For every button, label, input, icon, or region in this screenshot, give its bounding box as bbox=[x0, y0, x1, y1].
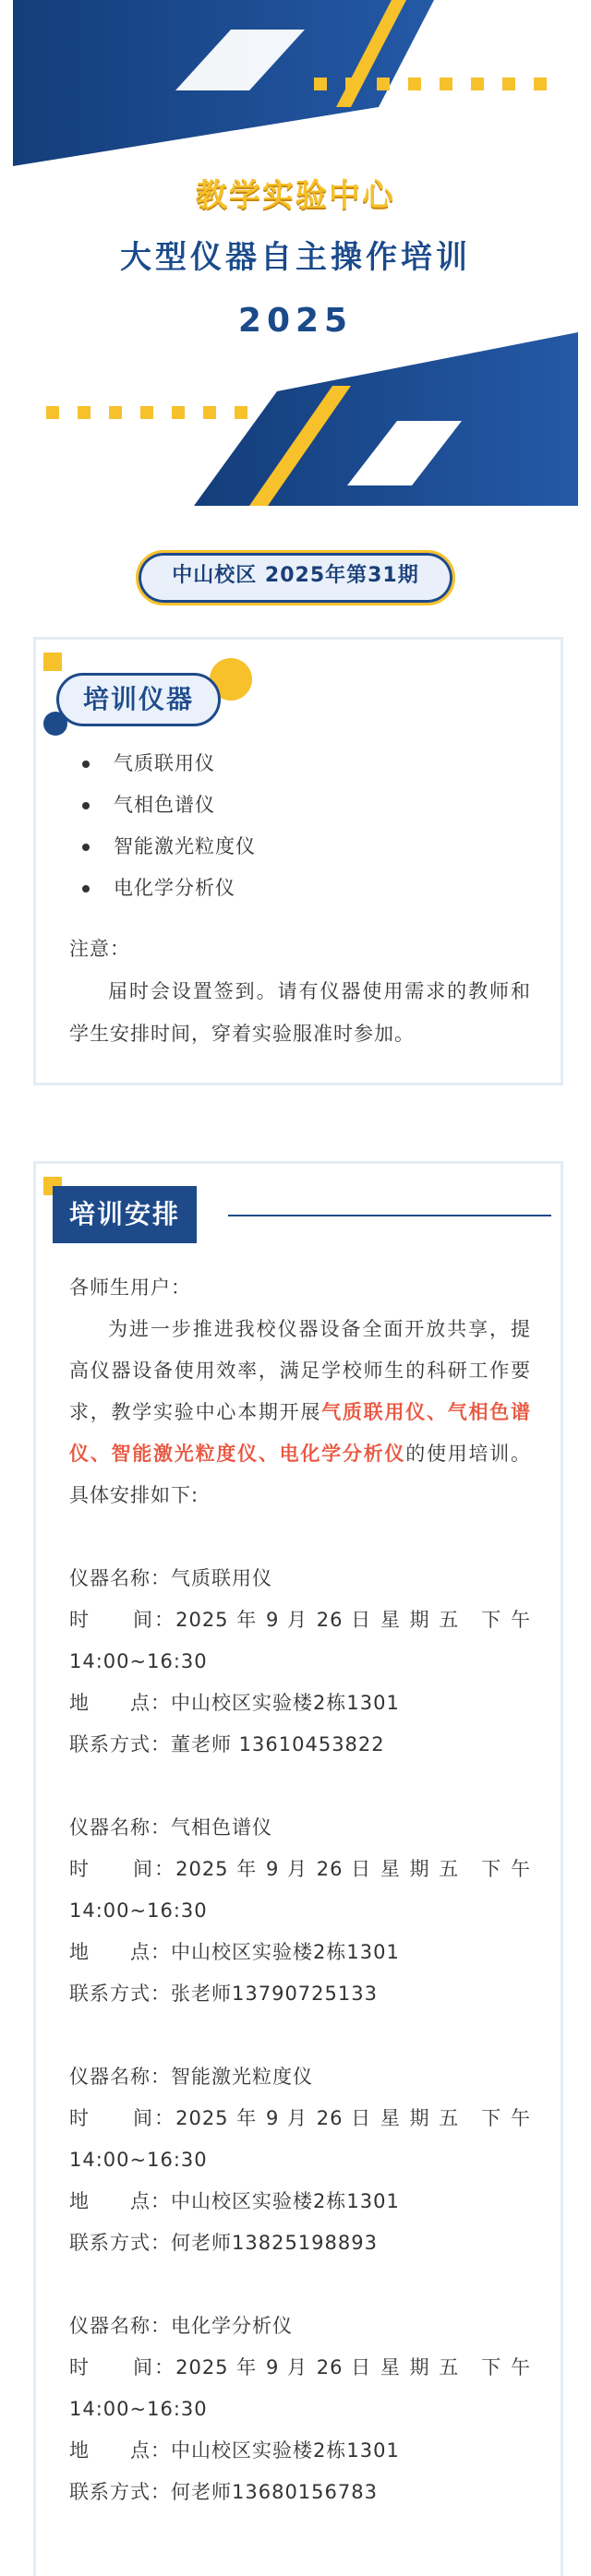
entry-name-row bbox=[69, 1558, 531, 1600]
intro-text: 为进一步推进我校仪器设备全面开放共享，提高仪器设备使用效率，满足学校师生的科研工作要求，教学实验中心本期开展 bbox=[69, 1318, 531, 1423]
entry-time-row bbox=[69, 2098, 531, 2139]
schedule-heading: 培训安排 bbox=[53, 1186, 197, 1243]
entry-place-row bbox=[69, 1932, 531, 1973]
instrument-name: 电化学分析仪 bbox=[114, 877, 235, 899]
schedule-card bbox=[33, 1161, 563, 2576]
note-text: 届时会设置签到。请有仪器使用需求的教师和学生安排时间，穿着实验服准时参加。 bbox=[69, 980, 531, 1045]
entry-name-row bbox=[69, 2306, 531, 2347]
field-label: 地 点： bbox=[69, 2190, 171, 2212]
entry-place: 中山校区实验楼2栋1301 bbox=[171, 1692, 400, 1714]
intro-highlight: 气质联用仪、气相色谱仪、智能激光粒度仪、电化学分析仪 bbox=[69, 1401, 532, 1465]
field-label: 联系方式： bbox=[69, 2481, 171, 2503]
corner-square-deco bbox=[43, 653, 62, 671]
instrument-name: 气质联用仪 bbox=[114, 752, 215, 774]
field-label: 联系方式： bbox=[69, 1733, 171, 1755]
entry-time: 2025 年 9 月 26 日 星 期 五 下 午 bbox=[175, 1609, 531, 1631]
field-label: 仪器名称： bbox=[69, 2315, 171, 2337]
schedule-heading-group bbox=[53, 1186, 551, 1245]
intro-paragraph bbox=[69, 1309, 531, 1516]
entry-place-row bbox=[69, 1683, 531, 1724]
field-label: 地 点： bbox=[69, 1692, 171, 1714]
schedule-entry bbox=[69, 2056, 531, 2264]
list-item bbox=[82, 826, 256, 868]
field-label: 时 间： bbox=[69, 2356, 176, 2378]
hero-year: 2025 bbox=[237, 302, 354, 340]
entry-name-row bbox=[69, 2056, 531, 2098]
instrument-name: 智能激光粒度仪 bbox=[114, 835, 256, 857]
bullet-icon bbox=[82, 761, 90, 768]
entry-time: 2025 年 9 月 26 日 星 期 五 下 午 bbox=[175, 1858, 531, 1880]
entry-time-row bbox=[69, 2347, 531, 2389]
entry-time-range: 14:00~16:30 bbox=[69, 1650, 208, 1672]
field-label: 时 间： bbox=[69, 1858, 176, 1880]
hero-text bbox=[0, 172, 591, 345]
instrument-name: 气相色谱仪 bbox=[114, 794, 215, 816]
entry-contact: 张老师13790725133 bbox=[171, 1983, 378, 2005]
schedule-body bbox=[69, 1267, 531, 2513]
instrument-name: 智能激光粒度仪 bbox=[171, 2066, 313, 2088]
entry-place: 中山校区实验楼2栋1301 bbox=[171, 1941, 400, 1963]
entry-place: 中山校区实验楼2栋1301 bbox=[171, 2439, 400, 2462]
list-item bbox=[82, 785, 256, 826]
entry-contact-row bbox=[69, 2223, 531, 2264]
instrument-name: 气质联用仪 bbox=[171, 1567, 272, 1589]
entry-place-row bbox=[69, 2430, 531, 2472]
entry-place: 中山校区实验楼2栋1301 bbox=[171, 2190, 400, 2212]
bullet-icon bbox=[82, 802, 90, 809]
field-label: 地 点： bbox=[69, 1941, 171, 1963]
entry-time-row bbox=[69, 1849, 531, 1890]
intro-text-end: 的使用培训。具体安排如下: bbox=[69, 1443, 532, 1506]
instrument-name: 气相色谱仪 bbox=[171, 1816, 272, 1839]
entry-time-range: 14:00~16:30 bbox=[69, 2149, 208, 2171]
field-label: 时 间： bbox=[69, 2107, 176, 2129]
bullet-icon bbox=[82, 885, 90, 893]
field-label: 仪器名称： bbox=[69, 1567, 171, 1589]
schedule-entry bbox=[69, 1807, 531, 2015]
entry-place-row bbox=[69, 2181, 531, 2223]
hero-banner bbox=[0, 0, 591, 517]
entry-time-range: 14:00~16:30 bbox=[69, 2398, 208, 2420]
hero-title: 大型仪器自主操作培训 bbox=[120, 239, 471, 276]
greeting: 各师生用户： bbox=[69, 1276, 191, 1299]
instruments-heading-group bbox=[43, 653, 265, 726]
session-badge: 中山校区 2025年第31期 bbox=[136, 550, 455, 605]
entry-contact: 何老师13680156783 bbox=[171, 2481, 378, 2503]
entry-time: 2025 年 9 月 26 日 星 期 五 下 午 bbox=[175, 2356, 531, 2378]
instrument-name: 电化学分析仪 bbox=[171, 2315, 293, 2337]
entry-time-range: 14:00~16:30 bbox=[69, 1899, 208, 1922]
entry-name-row bbox=[69, 1807, 531, 1849]
field-label: 仪器名称： bbox=[69, 2066, 171, 2088]
entry-contact-row bbox=[69, 1724, 531, 1766]
field-label: 联系方式： bbox=[69, 2232, 171, 2254]
heading-rule bbox=[228, 1215, 551, 1216]
list-item bbox=[82, 743, 256, 785]
bullet-icon bbox=[82, 844, 90, 851]
note-label: 注意： bbox=[69, 938, 130, 960]
hero-subtitle: 教学实验中心 bbox=[196, 177, 395, 214]
list-item bbox=[82, 868, 256, 909]
instrument-list bbox=[82, 743, 256, 909]
instruments-card bbox=[33, 637, 563, 1085]
entry-contact-row bbox=[69, 1973, 531, 2015]
entry-contact: 董老师 13610453822 bbox=[171, 1733, 385, 1755]
entry-time-row bbox=[69, 1600, 531, 1641]
entry-contact: 何老师13825198893 bbox=[171, 2232, 378, 2254]
field-label: 地 点： bbox=[69, 2439, 171, 2462]
entry-time: 2025 年 9 月 26 日 星 期 五 下 午 bbox=[175, 2107, 531, 2129]
field-label: 时 间： bbox=[69, 1609, 176, 1631]
field-label: 联系方式： bbox=[69, 1983, 171, 2005]
schedule-entry bbox=[69, 2306, 531, 2513]
entry-contact-row bbox=[69, 2472, 531, 2513]
schedule-entry bbox=[69, 1558, 531, 1766]
instruments-heading: 培训仪器 bbox=[56, 673, 221, 726]
note-block bbox=[69, 928, 531, 1055]
session-badge-wrap bbox=[0, 550, 591, 605]
field-label: 仪器名称： bbox=[69, 1816, 171, 1839]
